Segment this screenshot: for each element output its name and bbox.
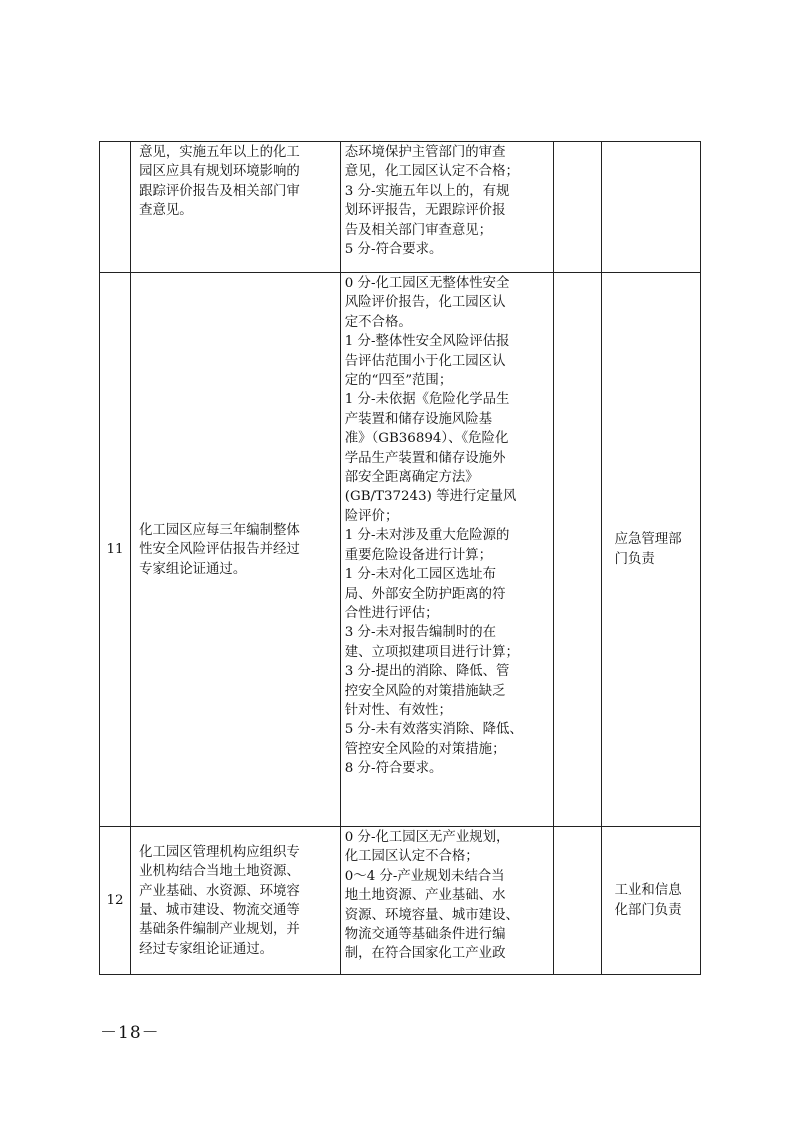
department-cell <box>601 827 700 975</box>
text-line: 3 分-实施五年以上的，有规 <box>344 183 510 199</box>
text-line: 专家组论证通过。 <box>139 561 247 577</box>
text-line: 量、城市建设、物流交通等 <box>139 903 300 918</box>
text-line: 1 分-整体性安全风险评估报 <box>344 334 510 350</box>
text-line: 5 分-未有效落实消除、降低、 <box>344 722 523 738</box>
department-cell <box>601 273 700 827</box>
row-number-cell: 11 <box>100 273 131 827</box>
text-line: 告及相关部门审查意见； <box>344 222 493 238</box>
text-line: 学品生产装置和储存设施外 <box>344 450 506 466</box>
text-line: 0～4 分-产业规划未结合当 <box>344 868 505 884</box>
text-line: 3 分-未对报告编制时的在 <box>344 625 496 641</box>
text-line: 查意见。 <box>139 203 193 219</box>
text-line: 告评估范围小于化工园区认 <box>344 353 506 369</box>
text-line: 8 分-符合要求。 <box>344 761 443 777</box>
text-line: 划环评报告，无跟踪评价报 <box>344 203 506 219</box>
text-line: 局、外部安全防护距离的符 <box>344 586 506 602</box>
scoring-text <box>341 273 554 779</box>
text-line: 建、立项拟建项目进行计算； <box>344 644 519 660</box>
text-line: 险评价； <box>344 508 399 524</box>
table-row <box>100 273 701 827</box>
row-number-cell <box>100 142 131 273</box>
text-line: 合性进行评估； <box>344 605 439 621</box>
text-line: 资源、环境容量、城市建设、 <box>344 907 519 923</box>
table-row <box>100 142 701 273</box>
scoring-text <box>341 142 554 259</box>
scoring-cell <box>340 273 554 827</box>
text-line: 意见，实施五年以上的化工 <box>139 145 300 160</box>
text-line: 针对性、有效性； <box>344 702 452 718</box>
text-line: 3 分-提出的消除、降低、管 <box>344 664 510 680</box>
text-line: 化工园区应每三年编制整体 <box>139 522 300 538</box>
text-line: 控安全风险的对策措施缺乏 <box>344 683 506 699</box>
text-line: 化部门负责 <box>614 902 682 918</box>
blank-cell <box>554 142 601 273</box>
scoring-text <box>341 827 554 964</box>
text-line: 门负责 <box>614 551 655 567</box>
evaluation-table <box>99 141 701 975</box>
requirement-text <box>131 520 340 579</box>
text-line: 定的“四至”范围； <box>344 373 453 389</box>
department-cell <box>601 142 700 273</box>
text-line: 态环境保护主管部门的审查 <box>344 145 506 160</box>
text-line: 0 分-化工园区无产业规划， <box>344 830 510 845</box>
text-line: 1 分-未依据《危险化学品生 <box>344 392 510 408</box>
text-line: 化工园区管理机构应组织专 <box>139 844 300 860</box>
text-line: 工业和信息 <box>614 882 682 898</box>
text-line: 管控安全风险的对策措施； <box>344 741 506 757</box>
text-line: 业机构结合当地土地资源、 <box>139 864 300 880</box>
text-line: 0 分-化工园区无整体性安全 <box>344 276 510 291</box>
scoring-cell <box>340 827 554 975</box>
text-line: (GB/T37243) 等进行定量风 <box>344 489 517 505</box>
table-row <box>100 827 701 975</box>
text-line: 定不合格。 <box>344 314 412 330</box>
text-line: 跟踪评价报告及相关部门审 <box>139 183 300 199</box>
page-number: －18－ <box>100 1023 160 1043</box>
text-line: 重要危险设备进行计算； <box>344 547 493 563</box>
text-line: 制，在符合国家化工产业政 <box>344 946 506 962</box>
requirement-cell <box>131 142 341 273</box>
text-line: 应急管理部 <box>614 531 682 547</box>
department-text <box>615 881 692 921</box>
scoring-cell <box>340 142 554 273</box>
text-line: 1 分-未对化工园区选址布 <box>344 567 496 583</box>
text-line: 经过专家组论证通过。 <box>139 941 273 957</box>
text-line: 准》（GB36894）、《危险化 <box>344 431 509 447</box>
text-line: 性安全风险评估报告并经过 <box>139 542 300 558</box>
blank-cell <box>554 273 601 827</box>
text-line: 1 分-未对涉及重大危险源的 <box>344 528 510 544</box>
text-line: 物流交通等基础条件进行编 <box>344 927 506 943</box>
requirement-text <box>131 842 340 959</box>
requirement-text <box>131 142 340 221</box>
blank-cell <box>554 827 601 975</box>
text-line: 产业基础、水资源、环境容 <box>139 883 300 899</box>
text-line: 意见，化工园区认定不合格； <box>344 164 519 180</box>
text-line: 地土地资源、产业基础、水 <box>344 888 506 904</box>
requirement-cell <box>131 273 341 827</box>
requirement-cell <box>131 827 341 975</box>
row-number-cell: 12 <box>100 827 131 975</box>
text-line: 园区应具有规划环境影响的 <box>139 164 300 180</box>
text-line: 基础条件编制产业规划，并 <box>139 922 300 938</box>
text-line: 5 分-符合要求。 <box>344 242 443 258</box>
text-line: 产装置和储存设施风险基 <box>344 411 493 427</box>
text-line: 风险评价报告，化工园区认 <box>344 295 506 311</box>
text-line: 部安全距离确定方法》 <box>344 470 479 486</box>
department-text <box>615 530 692 570</box>
text-line: 化工园区认定不合格； <box>344 849 479 865</box>
